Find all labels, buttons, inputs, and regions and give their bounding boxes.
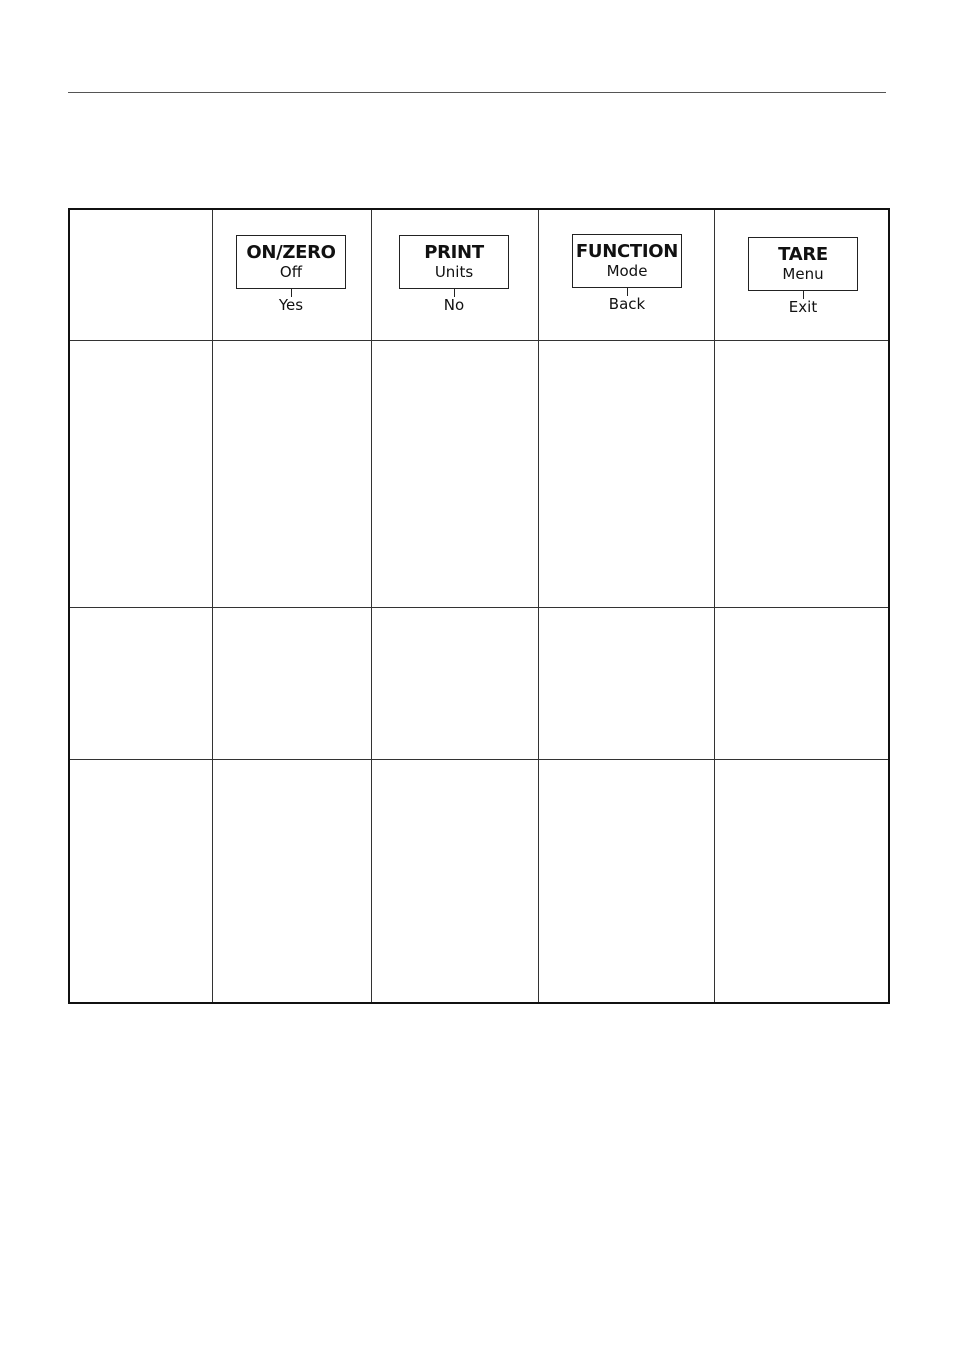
tare-key-menu-label: Exit: [788, 298, 818, 316]
on-zero-key-short-label: Off: [279, 262, 303, 281]
column-divider: [371, 210, 372, 1002]
key-function-table: [68, 208, 890, 1004]
print-key-face: [399, 235, 509, 289]
function-key: [572, 234, 682, 312]
on-zero-key-menu-label: Yes: [278, 296, 304, 314]
column-divider: [714, 210, 715, 1002]
column-divider: [212, 210, 213, 1002]
print-key-short-label: Units: [434, 262, 474, 281]
function-key-face: [572, 234, 682, 288]
function-key-label: FUNCTION: [575, 241, 679, 263]
tare-key: [748, 237, 858, 315]
column-divider: [538, 210, 539, 1002]
tare-key-label: TARE: [778, 244, 828, 266]
print-key-label: PRINT: [424, 242, 484, 264]
row-divider: [70, 340, 888, 341]
function-key-short-label: Mode: [606, 261, 648, 280]
header-rule: [68, 92, 886, 93]
function-key-menu-label: Back: [608, 295, 646, 313]
print-key-menu-label: No: [443, 296, 465, 314]
tare-key-short-label: Menu: [782, 264, 824, 283]
on-zero-key: [236, 235, 346, 313]
print-key: [399, 235, 509, 313]
on-zero-key-label: ON/ZERO: [246, 242, 336, 264]
row-divider: [70, 759, 888, 760]
tare-key-face: [748, 237, 858, 291]
on-zero-key-face: [236, 235, 346, 289]
row-divider: [70, 607, 888, 608]
